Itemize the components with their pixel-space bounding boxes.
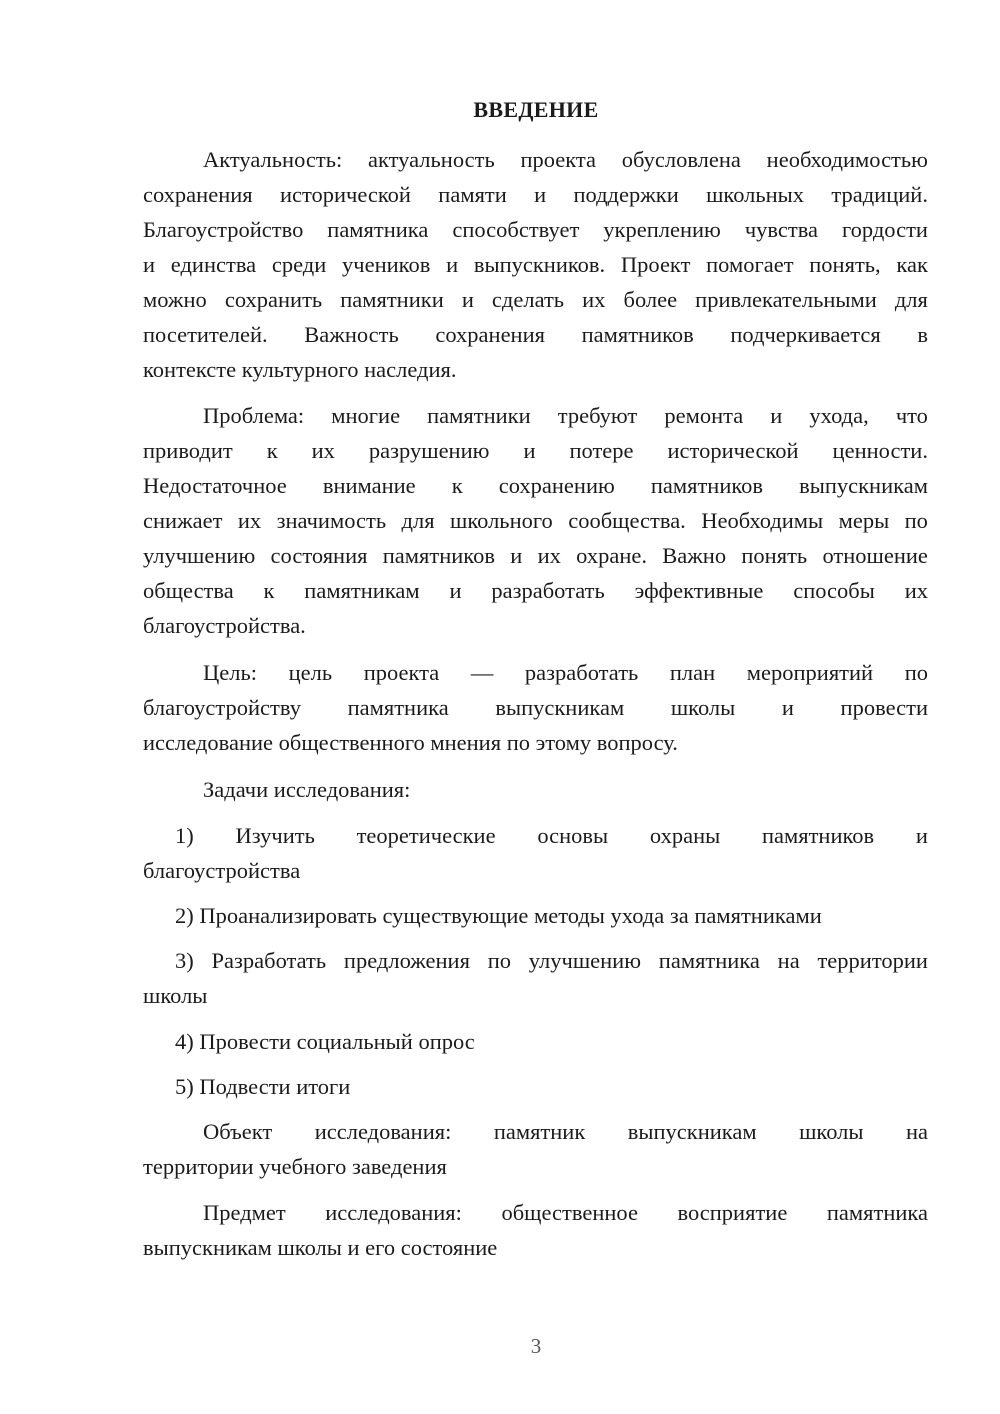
word: что [895, 403, 928, 428]
word: Важно [662, 543, 727, 568]
word: ухода, [809, 403, 869, 428]
word: по [904, 508, 928, 533]
word: исторической [667, 438, 799, 463]
word: и [143, 252, 156, 277]
word: выпускников. [473, 252, 606, 277]
problem-line [143, 573, 928, 608]
word: выпускникам [495, 695, 625, 720]
word: к [266, 438, 278, 463]
word: Благоустройство [143, 217, 304, 242]
word: снижает [143, 508, 223, 533]
word: памятника [658, 948, 760, 973]
word: подчеркивается [730, 322, 881, 347]
word: цель [288, 660, 333, 685]
task-item-line [175, 818, 928, 853]
word: внимание [322, 473, 416, 498]
page-title: ВВЕДЕНИЕ [473, 97, 599, 122]
word: теоретические [356, 823, 496, 848]
word: и [534, 182, 547, 207]
word: Проект [620, 252, 691, 277]
word: и [446, 252, 459, 277]
goal-line: исследование общественного мнения по этому вопросу. [143, 730, 678, 755]
word: способствует [452, 217, 580, 242]
word: план [669, 660, 716, 685]
word: более [623, 287, 678, 312]
word: ремонта [664, 403, 744, 428]
goal-line [203, 655, 928, 690]
word: школьных [706, 182, 805, 207]
word: Необходимы [701, 508, 824, 533]
word: — [470, 660, 494, 685]
word: для [401, 508, 435, 533]
word: по [904, 660, 928, 685]
task-item-line: 2) Проанализировать существующие методы ухода за памятниками [175, 903, 822, 928]
word: отношение [822, 543, 928, 568]
word: Изучить [235, 823, 315, 848]
problem-line [143, 538, 928, 573]
relevance-line [143, 282, 928, 317]
problem-line [203, 398, 928, 433]
word: школьного [450, 508, 553, 533]
word: укреплению [603, 217, 721, 242]
word: сообщества. [568, 508, 686, 533]
word: традиций. [831, 182, 928, 207]
word: и [781, 695, 794, 720]
word: памятника [347, 695, 449, 720]
word: территории [817, 948, 928, 973]
word: обусловлена [621, 147, 741, 172]
word: 1) [175, 823, 194, 848]
word: ценности. [832, 438, 928, 463]
word: улучшению [528, 948, 642, 973]
word: и [510, 543, 523, 568]
word: и [461, 287, 474, 312]
word: школы [670, 695, 736, 720]
word: меры [838, 508, 890, 533]
relevance-line [143, 212, 928, 247]
word: для [894, 287, 928, 312]
word: на [905, 1119, 928, 1144]
word: помогает [706, 252, 794, 277]
word: проекта [363, 660, 440, 685]
word: исследования: [314, 1119, 452, 1144]
word: и [770, 403, 783, 428]
word: памятников [581, 322, 694, 347]
word: среди [271, 252, 327, 277]
problem-line [143, 468, 928, 503]
word: охране. [576, 543, 647, 568]
word: понять [741, 543, 808, 568]
word: поддержки [573, 182, 679, 207]
word: потере [569, 438, 634, 463]
word: благоустройству [143, 695, 301, 720]
word: как [896, 252, 928, 277]
task-item-line: 4) Провести социальный опрос [175, 1029, 475, 1054]
subject-line: выпускникам школы и его состояние [143, 1235, 498, 1260]
word: и [523, 438, 536, 463]
word: провести [840, 695, 928, 720]
word: выпускникам [627, 1119, 757, 1144]
word: сохранения [143, 182, 253, 207]
subject-line [203, 1195, 928, 1230]
word: требуют [557, 403, 638, 428]
page-number: 3 [530, 1334, 542, 1358]
tasks-heading: Задачи исследования: [203, 777, 411, 802]
word: охраны [649, 823, 721, 848]
word: единства [170, 252, 257, 277]
word: памятник [493, 1119, 586, 1144]
word: сохранению [498, 473, 615, 498]
word: можно [143, 287, 207, 312]
word: привлекательными [695, 287, 877, 312]
word: по [487, 948, 511, 973]
word: памятников [650, 473, 764, 498]
object-line [203, 1114, 928, 1149]
task-item-line: школы [143, 983, 208, 1008]
word: памятников [382, 543, 495, 568]
word: гордости [841, 217, 928, 242]
word: значимость [276, 508, 387, 533]
word: 3) [175, 948, 194, 973]
problem-line [143, 433, 928, 468]
word: памятники [340, 287, 444, 312]
word: необходимостью [766, 147, 928, 172]
word: их [904, 578, 928, 603]
relevance-line [143, 247, 928, 282]
word: общественное [501, 1200, 638, 1225]
word: Объект [203, 1119, 273, 1144]
word: их [311, 438, 335, 463]
word: их [237, 508, 262, 533]
task-item-line: 5) Подвести итоги [175, 1074, 351, 1099]
word: их [537, 543, 561, 568]
word: к [451, 473, 463, 498]
word: общества [143, 578, 234, 603]
word: состояния [270, 543, 368, 568]
word: способы [793, 578, 875, 603]
word: их [582, 287, 606, 312]
word: сделать [491, 287, 565, 312]
word: памятника [327, 217, 429, 242]
goal-line [143, 690, 928, 725]
word: посетителей. [143, 322, 268, 347]
word: памяти [438, 182, 507, 207]
word: Недостаточное [143, 473, 287, 498]
object-line: территории учебного заведения [143, 1154, 447, 1179]
word: памятника [826, 1200, 928, 1225]
word: Важность [304, 322, 399, 347]
word: Разработать [211, 948, 327, 973]
relevance-line [203, 142, 928, 177]
word: Проблема: [203, 403, 305, 428]
task-item-line: благоустройства [143, 858, 301, 883]
word: памятники [427, 403, 531, 428]
problem-line: благоустройства. [143, 613, 306, 638]
word: сохранить [224, 287, 323, 312]
word: исторической [279, 182, 411, 207]
word: разработать [491, 578, 605, 603]
word: восприятие [677, 1200, 788, 1225]
word: понять, [809, 252, 881, 277]
word: выпускникам [799, 473, 928, 498]
word: сохранения [435, 322, 545, 347]
relevance-line [143, 317, 928, 352]
word: исследования: [325, 1200, 462, 1225]
word: улучшению [143, 543, 256, 568]
word: актуальность [368, 147, 495, 172]
word: и [915, 823, 928, 848]
word: к [263, 578, 275, 603]
word: многие [331, 403, 401, 428]
word: и [449, 578, 462, 603]
word: разрушению [368, 438, 490, 463]
word: Актуальность: [203, 147, 343, 172]
problem-line [143, 503, 928, 538]
word: эффективные [634, 578, 764, 603]
word: памятникам [304, 578, 420, 603]
word: школы [799, 1119, 864, 1144]
word: предложения [343, 948, 470, 973]
word: на [777, 948, 800, 973]
relevance-line [143, 177, 928, 212]
word: в [917, 322, 928, 347]
word: приводит [143, 438, 233, 463]
word: мероприятий [746, 660, 874, 685]
word: основы [537, 823, 609, 848]
word: Предмет [203, 1200, 286, 1225]
word: Цель: [203, 660, 257, 685]
word: проекта [520, 147, 597, 172]
relevance-line: контексте культурного наследия. [143, 357, 457, 382]
word: чувства [744, 217, 819, 242]
word: разработать [524, 660, 639, 685]
word: памятников [761, 823, 875, 848]
word: учеников [342, 252, 431, 277]
task-item-line [175, 943, 928, 978]
